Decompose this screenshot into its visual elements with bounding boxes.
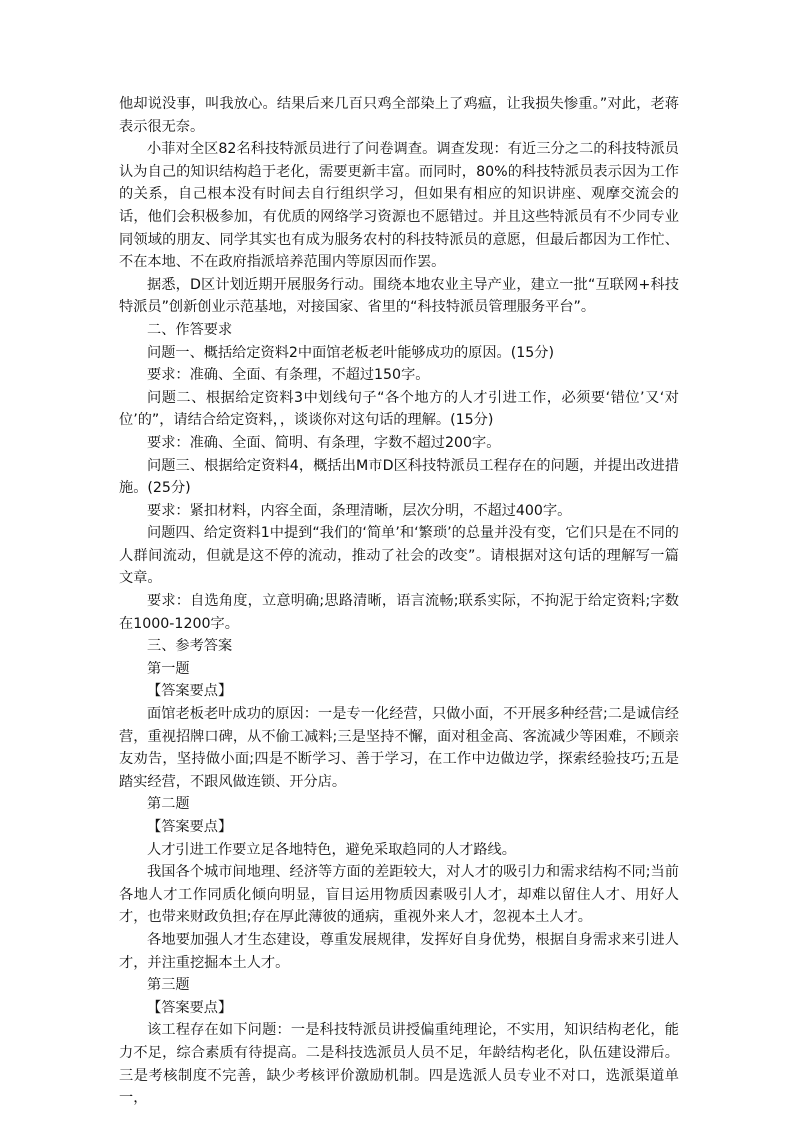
paragraph: 他却说没事，叫我放心。结果后来几百只鸡全部染上了鸡瘟，让我损失惨重。”对此，老蒋表示很无奈。	[119, 96, 679, 135]
answer-3-text: 该工程存在如下问题：一是科技特派员讲授偏重纯理论，不实用，知识结构老化，能力不足，综合素质有待提高。二是科技选派员人员不足，年龄结构老化，队伍建设滞后。三是考核制度不完善，缺少考核评价激励机制。四是选派人员专业不对口，选派渠道单一，	[119, 1022, 679, 1107]
question-1: 问题一、概括给定资料2中面馆老板老叶能够成功的原因。(15分)	[147, 344, 555, 361]
answer-2-text: 人才引进工作要立足各地特色，避免采取趋同的人才路线。	[147, 841, 516, 858]
section-heading: 二、作答要求	[147, 321, 233, 338]
requirement-2: 要求：准确、全面、简明、有条理，字数不超过200字。	[147, 434, 501, 451]
answer-points-label: 【答案要点】	[147, 999, 233, 1016]
section-heading: 三、参考答案	[147, 638, 233, 655]
answer-2-text: 各地要加强人才生态建设，尊重发展规律，发挥好自身优势，根据自身需求来引进人才，并注重挖掘本土人才。	[119, 931, 679, 971]
answer-points-label: 【答案要点】	[147, 819, 233, 835]
paragraph: 据悉，D区计划近期开展服务行动。围绕本地农业主导产业，建立一批“互联网+科技特派员”创新创业示范基地，对接国家、省里的“科技特派员管理服务平台”。	[119, 276, 679, 316]
answer-2-text: 我国各个城市间地理、经济等方面的差距较大，对人才的吸引力和需求结构不同;当前各地人才工作同质化倾向明显，盲目运用物质因素吸引人才，却难以留住人才、用好人才，也带来财政负担;存在厚此薄彼的通病，重视外来人才，忽视本土人才。	[119, 864, 679, 926]
question-2: 问题二、根据给定资料3中划线句子“各个地方的人才引进工作，必须要‘错位’又‘对位’的”，请结合给定资料，，谈谈你对这句话的理解。(15分)	[119, 389, 679, 429]
requirement-4: 要求：自选角度，立意明确;思路清晰，语言流畅;联系实际，不拘泥于给定资料;字数在1000-1200字。	[119, 593, 679, 632]
answer-points-label: 【答案要点】	[147, 683, 233, 700]
answer-1-text: 面馆老板老叶成功的原因：一是专一化经营，只做小面，不开展多种经营;二是诚信经营，重视招牌口碑，从不偷工减料;三是坚持不懈，面对租金高、客流减少等困难，不顾亲友劝告，坚持做小面;四是不断学习、善于学习，在工作中边做边学，探索经验技巧;五是踏实经营，不跟风做连锁、开分店。	[119, 706, 679, 790]
question-3: 问题三、根据给定资料4，概括出M市D区科技特派员工程存在的问题，并提出改进措施。(25分)	[119, 457, 679, 497]
paragraph: 小菲对全区82名科技特派员进行了问卷调查。调查发现：有近三分之二的科技特派员认为自己的知识结构趋于老化，需要更新丰富。而同时，80%的科技特派员表示因为工作的关系，自己根本没有时间去自行组织学习，但如果有相应的知识讲座、观摩交流会的话，他们会积极参加，有优质的网络学习资源也不愿错过。并且这些特派员有不少同专业同领域的朋友、同学其实也有成为服务农村的科技特派员的意愿，但最后都因为工作忙、不在本地、不在政府指派培养范围内等原因而作罢。	[119, 141, 679, 271]
answer-1-title: 第一题	[147, 660, 190, 677]
answer-3-title: 第三题	[147, 977, 190, 994]
requirement-1: 要求：准确、全面、有条理，不超过150字。	[147, 367, 430, 384]
requirement-3: 要求：紧扣材料，内容全面，条理清晰，层次分明，不超过400字。	[147, 502, 572, 519]
question-4: 问题四、给定资料1中提到“我们的‘简单’和‘繁琐’的总量并没有变，它们只是在不同的人群间流动，但就是这不停的流动，推动了社会的改变”。请根据对这句话的理解写一篇文章。	[119, 525, 679, 587]
answer-2-title: 第二题	[147, 796, 190, 813]
document-body	[119, 93, 679, 1110]
